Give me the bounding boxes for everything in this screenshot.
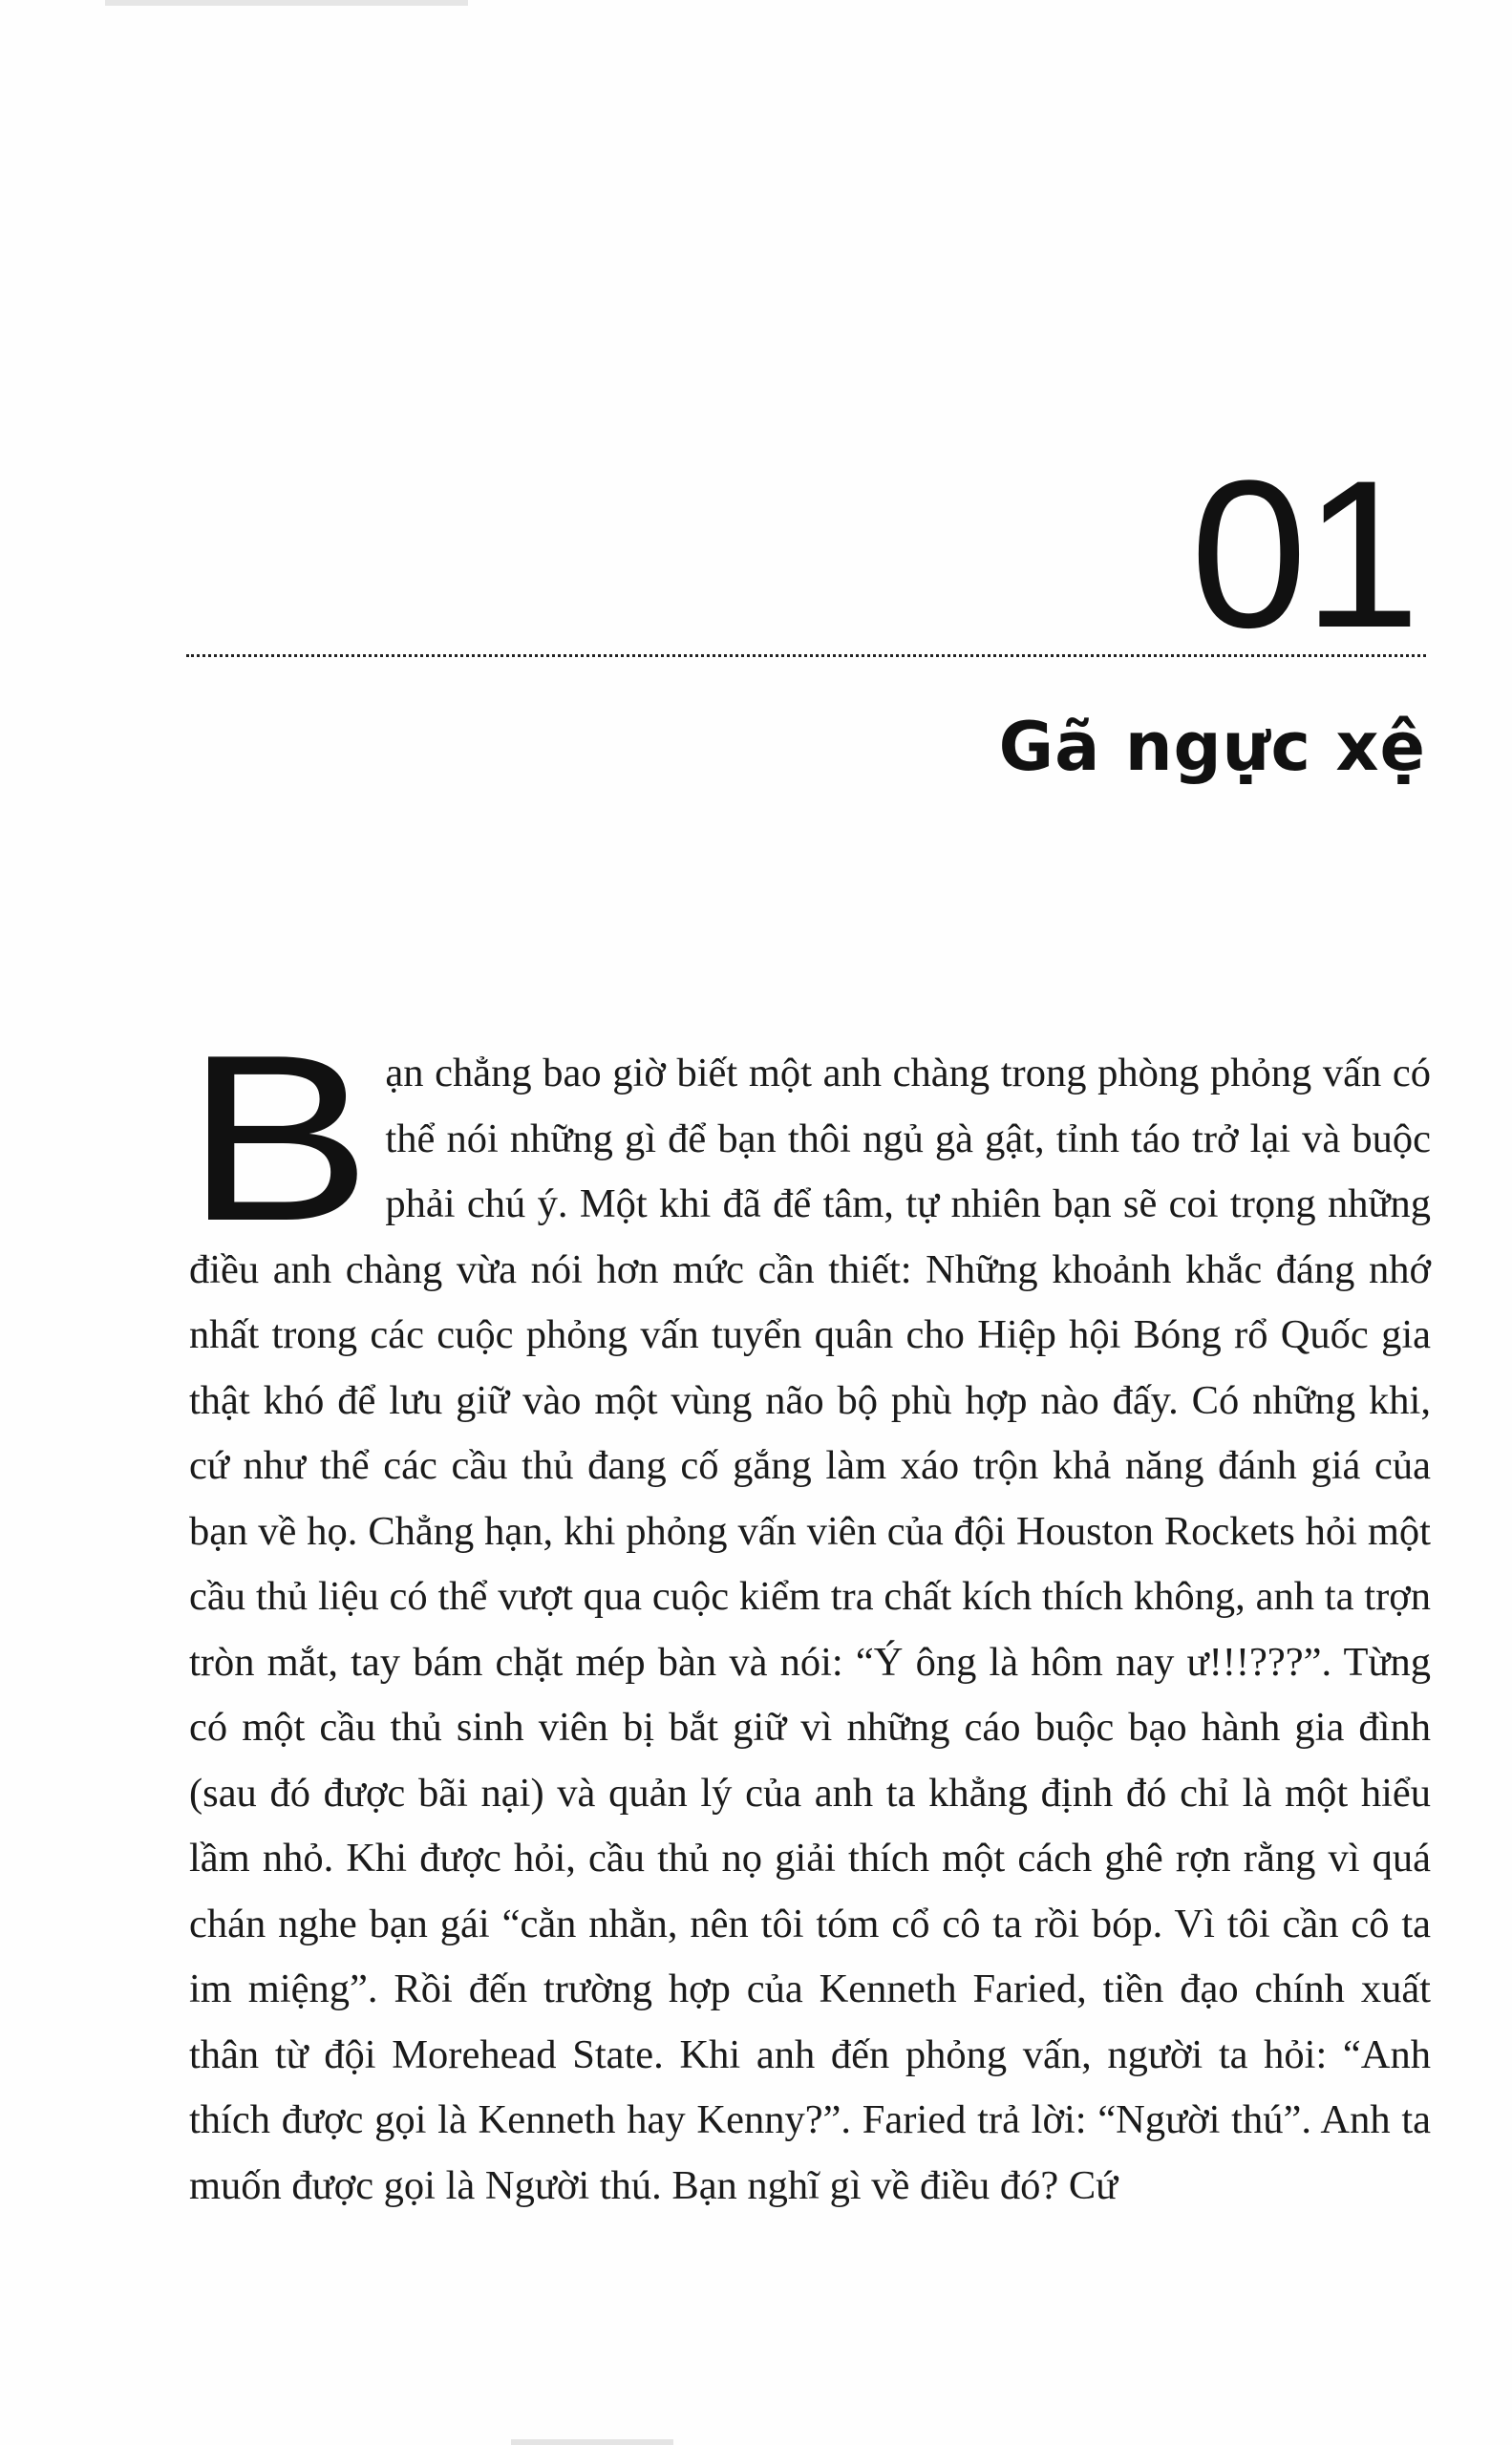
page-edge-mark <box>105 0 468 6</box>
chapter-number: 01 <box>1190 436 1416 671</box>
body-text: ạn chẳng bao giờ biết một anh chàng trong phòng phỏng vấn có thể nói những gì để bạn thôi ngủ gà gật, tỉnh táo trở lại và buộc phải chú ý. Một khi đã để tâm, tự nhiên bạn sẽ coi trọng những điều anh chàng vừa nói hơn mức cần thiết: Những khoảnh khắc đáng nhớ nhất trong các cuộc phỏng vấn tuyển quân cho Hiệp hội Bóng rổ Quốc gia thật khó để lưu giữ vào một vùng não bộ phù hợp nào đấy. Có những khi, cứ như thể các cầu thủ đang cố gắng làm xáo trộn khả năng đánh giá của bạn về họ. Chẳng hạn, khi phỏng vấn viên của đội Houston Rockets hỏi một cầu thủ liệu có thể vượt qua cuộc kiểm tra chất kích thích không, anh ta trợn tròn mắt, tay bám chặt mép bàn và nói: “Ý ông là hôm nay ư!!!???”. Từng có một cầu thủ sinh viên bị bắt giữ vì những cáo buộc bạo hành gia đình (sau đó được bãi nại) và quản lý của anh ta khẳng định đó chỉ là một hiểu lầm nhỏ. Khi được hỏi, cầu thủ nọ giải thích một cách ghê rợn rằng vì quá chán nghe bạn gái “cằn nhằn, nên tôi tóm cổ cô ta rồi bóp. Vì tôi cần cô ta im miệng”. Rồi đến trường hợp của Kenneth Faried, tiền đạo chính xuất thân từ đội Morehead State. Khi anh đến phỏng vấn, người ta hỏi: “Anh thích được gọi là Kenneth hay Kenny?”. Faried trả lời: “Người thú”. Anh ta muốn được gọi là Người thú. Bạn nghĩ gì về điều đó? Cứ <box>189 1051 1431 2208</box>
page-edge-mark-bottom <box>511 2439 673 2445</box>
body-paragraph <box>185 1005 1431 2219</box>
dotted-divider <box>186 654 1426 657</box>
chapter-title: Gã ngực xệ <box>998 708 1426 786</box>
drop-cap: B <box>185 1005 373 1270</box>
